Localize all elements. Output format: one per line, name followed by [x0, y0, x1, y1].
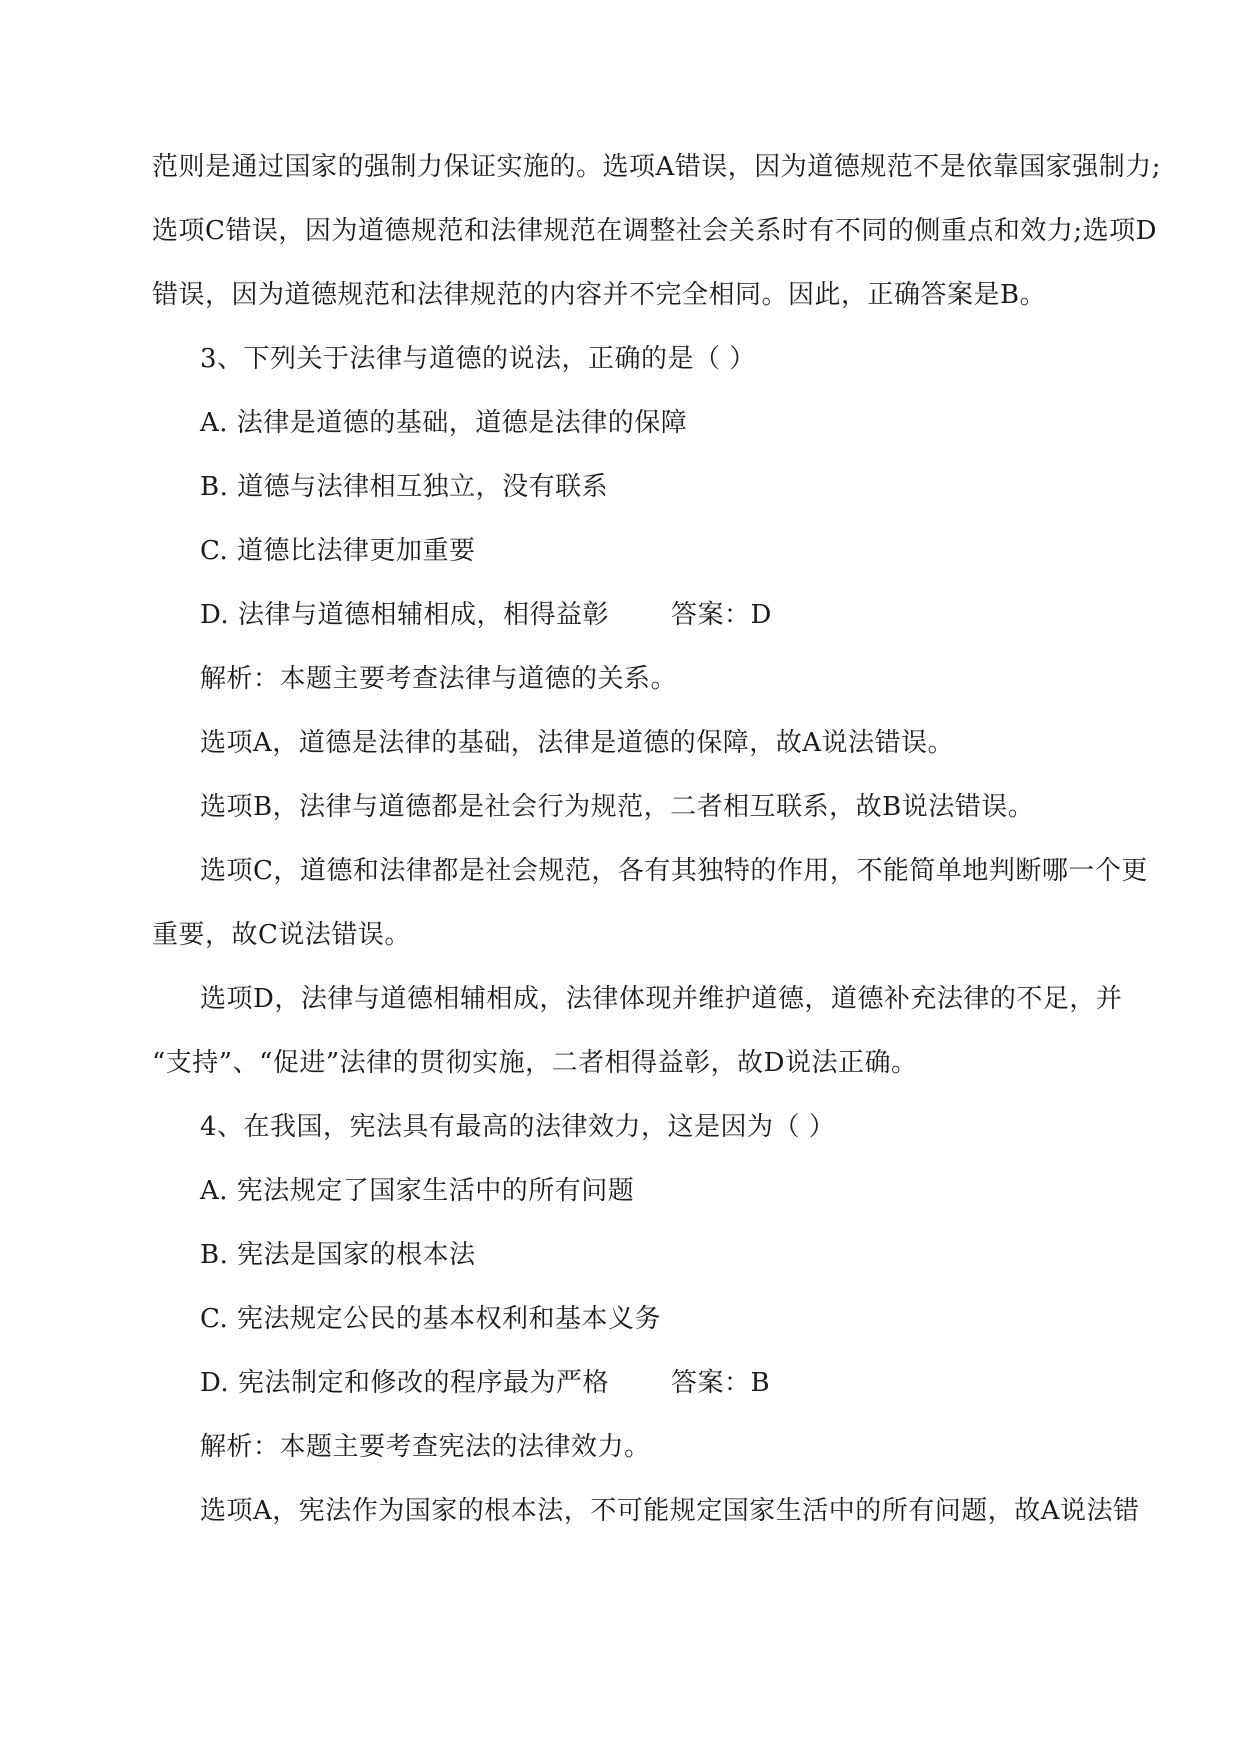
question-4-option-d-line — [200, 1366, 1140, 1400]
question-3-analysis-d: 选项D，法律与道德相辅相成，法律体现并维护道德，道德补充法律的不足，并 — [200, 984, 1123, 1014]
question-4-answer: 答案：B — [670, 1368, 771, 1398]
question-3-analysis-c-cont: 重要，故C说法错误。 — [152, 920, 411, 950]
question-4-analysis-a: 选项A，宪法作为国家的根本法，不可能规定国家生活中的所有问题，故A说法错 — [200, 1496, 1140, 1526]
question-3-analysis-d-cont: “支持”、“促进”法律的贯彻实施，二者相得益彰，故D说法正确。 — [152, 1048, 918, 1078]
question-3-answer: 答案：D — [670, 600, 772, 630]
paragraph-line: 错误，因为道德规范和法律规范的内容并不完全相同。因此，正确答案是B。 — [152, 280, 1047, 310]
question-3-option-a: A. 法律是道德的基础，道德是法律的保障 — [200, 408, 688, 438]
question-3-option-b: B. 道德与法律相互独立，没有联系 — [200, 472, 609, 502]
question-3-option-d-line — [200, 598, 1140, 632]
question-3-option-c: C. 道德比法律更加重要 — [200, 536, 476, 566]
question-3-stem: 3、下列关于法律与道德的说法，正确的是（ ） — [200, 344, 756, 374]
paragraph-line: 范则是通过国家的强制力保证实施的。选项A错误，因为道德规范不是依靠国家强制力; — [152, 152, 1162, 182]
question-3-analysis-a: 选项A，道德是法律的基础，法律是道德的保障，故A说法错误。 — [200, 728, 955, 758]
question-3-analysis-b: 选项B，法律与道德都是社会行为规范，二者相互联系，故B说法错误。 — [200, 792, 1035, 822]
question-4-option-c: C. 宪法规定公民的基本权利和基本义务 — [200, 1304, 661, 1334]
question-3-analysis-c: 选项C，道德和法律都是社会规范，各有其独特的作用，不能简单地判断哪一个更 — [200, 856, 1148, 886]
question-4-analysis-heading: 解析：本题主要考查宪法的法律效力。 — [200, 1432, 651, 1462]
question-4-option-a: A. 宪法规定了国家生活中的所有问题 — [200, 1176, 635, 1206]
question-4-option-d: D. 宪法制定和修改的程序最为严格 — [200, 1368, 609, 1398]
question-3-analysis-heading: 解析：本题主要考查法律与道德的关系。 — [200, 664, 678, 694]
question-3-option-d: D. 法律与道德相辅相成，相得益彰 — [200, 600, 609, 630]
question-4-stem: 4、在我国，宪法具有最高的法律效力，这是因为（ ） — [200, 1112, 836, 1142]
question-4-option-b: B. 宪法是国家的根本法 — [200, 1240, 476, 1270]
paragraph-line: 选项C错误，因为道德规范和法律规范在调整社会关系时有不同的侧重点和效力;选项D — [152, 216, 1158, 246]
